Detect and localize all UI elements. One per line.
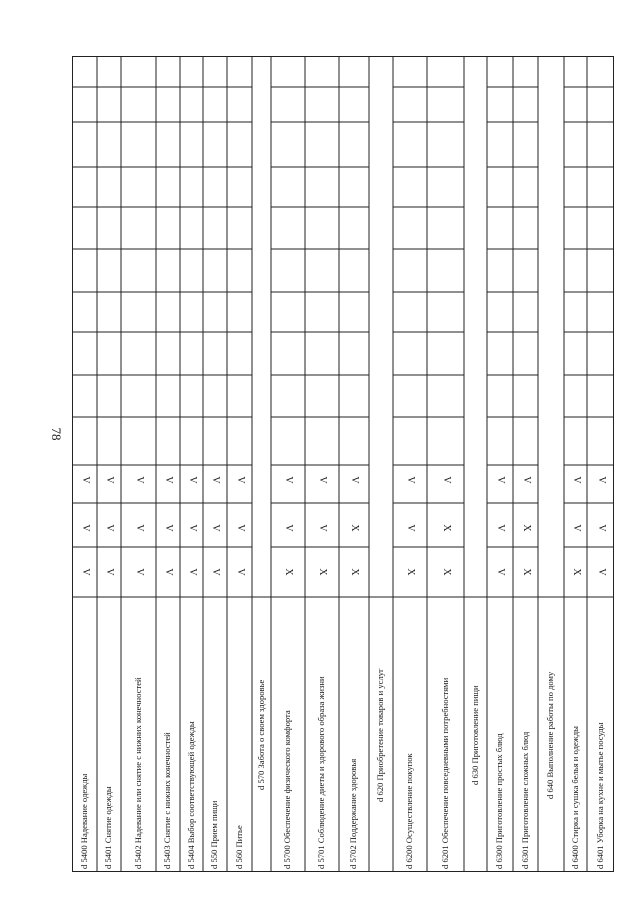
cross-mark: X [440,524,452,532]
cross-mark: X [405,568,416,576]
check-mark: V [283,476,294,484]
row-label: d 560 Питье [233,825,244,869]
cross-mark: X [440,568,452,576]
row-label: d 5701 Соблюдение диеты и здорового образа жизни [316,676,326,869]
row-label: d 5400 Надевание одежды [79,773,89,869]
row-label: d 6301 Приготовление сложных блюд [519,731,530,869]
check-mark: V [520,476,532,484]
check-mark: V [80,568,91,576]
row-label: d 5702 Поддержание здоровья [348,758,358,869]
row-label: d 6200 Осуществление покупок [404,753,414,869]
row-label: d 5401 Снятие одежды [103,786,113,869]
check-mark: V [163,476,174,484]
section-heading: d 630 Приготовление пищи [469,685,480,785]
check-mark: V [495,476,506,484]
cross-mark: X [317,568,328,576]
row-label: d 6300 Приготовление простых блюд [494,733,504,869]
check-mark: V [596,568,607,576]
section-heading: d 640 Выполнение работы по дому [545,671,555,799]
check-mark: V [186,568,198,576]
cross-mark: X [283,568,294,576]
check-mark: V [283,524,294,532]
assessment-table [72,56,614,872]
row-label: d 5403 Снятие с нижних конечностей [162,732,172,869]
check-mark: V [234,476,246,484]
check-mark: V [234,568,246,576]
check-mark: V [104,524,115,532]
page-number: 78 [49,427,64,441]
check-mark: V [596,476,607,484]
check-mark: V [186,476,198,484]
check-mark: V [133,476,145,484]
check-mark: V [405,524,416,532]
check-mark: V [80,524,91,532]
row-label: d 550 Прием пищи [209,800,219,869]
cross-mark: X [349,568,360,576]
table-grid [73,57,614,872]
cross-mark: X [570,568,582,576]
row-label: d 6201 Обеспечение повседневными потребностями [439,677,450,869]
check-mark: V [405,476,416,484]
check-mark: V [163,524,174,532]
check-mark: V [210,476,221,484]
check-mark: V [186,524,198,532]
check-mark: V [163,568,174,576]
check-mark: V [317,476,328,484]
check-mark: V [349,476,360,484]
check-mark: V [133,568,145,576]
check-mark: V [104,476,115,484]
check-mark: V [80,476,91,484]
check-mark: V [596,524,607,532]
check-mark: V [495,524,506,532]
cross-mark: X [520,524,532,532]
row-label: d 5402 Надевание или снятие с нижних конечностей [132,677,143,869]
check-mark: V [440,476,452,484]
check-mark: V [495,568,506,576]
row-label: d 6400 Стирка и сушка белья и одежды [569,726,580,869]
cross-mark: X [349,524,360,532]
row-label: d 5404 Выбор соответствующей одежды [185,721,196,869]
check-mark: V [570,476,582,484]
check-mark: V [317,524,328,532]
check-mark: V [234,524,246,532]
row-label: d 6401 Уборка на кухне и мытье посуды [595,722,605,869]
check-mark: V [133,524,145,532]
check-mark: V [210,524,221,532]
check-mark: V [570,524,582,532]
row-label: d 5700 Обеспечение физического комфорта [282,710,292,869]
cross-mark: X [520,568,532,576]
section-heading: d 620 Приобретение товаров и услуг [375,668,385,802]
section-heading: d 570 Забота о своем здоровье [255,679,266,791]
check-mark: V [210,568,221,576]
check-mark: V [104,568,115,576]
